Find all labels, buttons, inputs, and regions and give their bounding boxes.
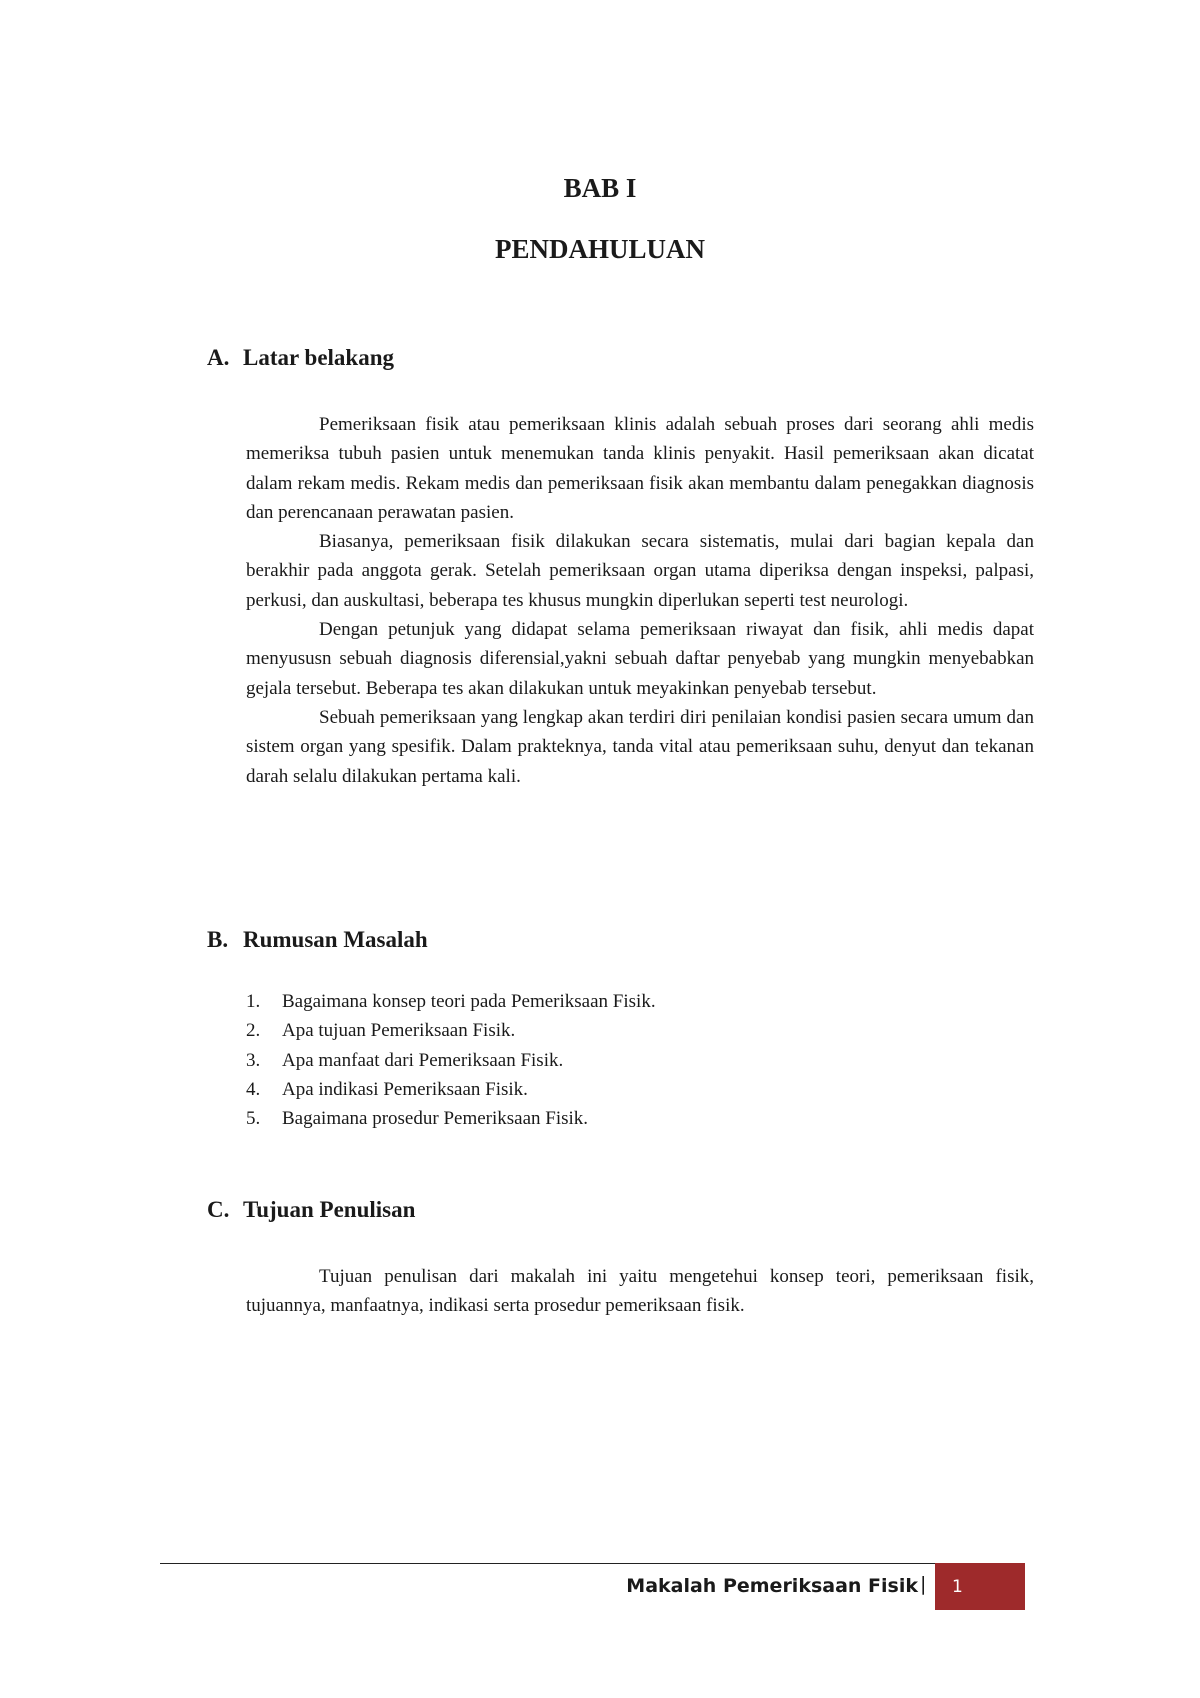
list-item — [246, 1104, 1034, 1133]
paragraph: Dengan petunjuk yang didapat selama pemeriksaan riwayat dan fisik, ahli medis dapat menyususn sebuah diagnosis diferensial,yakni sebuah daftar penyebab yang mungkin menyebabkan gejala tersebut. Beberapa tes akan dilakukan untuk meyakinkan penyebab tersebut. — [246, 619, 1034, 699]
section-letter: C. — [207, 1197, 230, 1222]
list-text: Apa manfaat dari Pemeriksaan Fisik. — [282, 1049, 564, 1071]
section-title: Latar belakang — [243, 345, 395, 370]
list-item — [246, 1046, 1034, 1075]
paragraph: Tujuan penulisan dari makalah ini yaitu mengetehui konsep teori, pemeriksaan fisik, tujuannya, manfaatnya, indikasi serta prosedur pemeriksaan fisik. — [246, 1266, 1034, 1317]
footer-separator: | — [920, 1573, 927, 1595]
section-letter: A. — [207, 345, 230, 370]
section-letter: B. — [207, 927, 229, 952]
page-number-badge — [935, 1563, 1025, 1610]
list-text: Bagaimana konsep teori pada Pemeriksaan Fisik. — [282, 991, 656, 1012]
paragraph: Biasanya, pemeriksaan fisik dilakukan secara sistematis, mulai dari bagian kepala dan berakhir pada anggota gerak. Setelah pemeriksaan organ utama diperiksa dengan inspeksi, palpasi, perkusi, dan auskultasi, beberapa tes khusus mungkin diperlukan seperti test neurologi. — [246, 531, 1034, 611]
section-heading-latar-belakang — [207, 345, 394, 371]
footer-title: Makalah Pemeriksaan Fisik — [626, 1575, 918, 1597]
page-number: 1 — [952, 1576, 963, 1597]
chapter-title: PENDAHULUAN — [494, 234, 705, 264]
list-item — [246, 1075, 1034, 1104]
chapter-number: BAB I — [563, 173, 637, 203]
section-title: Rumusan Masalah — [243, 927, 428, 952]
list-item — [246, 987, 1034, 1016]
list-number: 3. — [246, 1049, 261, 1071]
list-number: 1. — [246, 991, 261, 1012]
section-body-tujuan-penulisan — [246, 1262, 1034, 1321]
rumusan-masalah-list — [246, 987, 1034, 1133]
section-body-latar-belakang — [246, 410, 1034, 791]
list-number: 2. — [246, 1020, 261, 1042]
list-text: Bagaimana prosedur Pemeriksaan Fisik. — [282, 1108, 589, 1130]
section-heading-tujuan-penulisan — [207, 1197, 415, 1223]
section-heading-rumusan-masalah — [207, 927, 428, 953]
list-text: Apa indikasi Pemeriksaan Fisik. — [282, 1078, 528, 1100]
list-item — [246, 1016, 1034, 1045]
list-number: 5. — [246, 1108, 261, 1130]
footer-divider — [160, 1563, 1024, 1564]
paragraph: Pemeriksaan fisik atau pemeriksaan klinis adalah sebuah proses dari seorang ahli medis memeriksa tubuh pasien untuk menemukan tanda klinis penyakit. Hasil pemeriksaan akan dicatat dalam rekam medis. Rekam medis dan pemeriksaan fisik akan membantu dalam penegakkan diagnosis dan perencanaan perawatan pasien. — [246, 414, 1034, 523]
list-number: 4. — [246, 1078, 261, 1100]
list-text: Apa tujuan Pemeriksaan Fisik. — [282, 1020, 516, 1042]
section-title: Tujuan Penulisan — [243, 1197, 416, 1222]
paragraph: Sebuah pemeriksaan yang lengkap akan terdiri diri penilaian kondisi pasien secara umum dan sistem organ yang spesifik. Dalam prakteknya, tanda vital atau pemeriksaan suhu, denyut dan tekanan darah selalu dilakukan pertama kali. — [246, 706, 1034, 787]
